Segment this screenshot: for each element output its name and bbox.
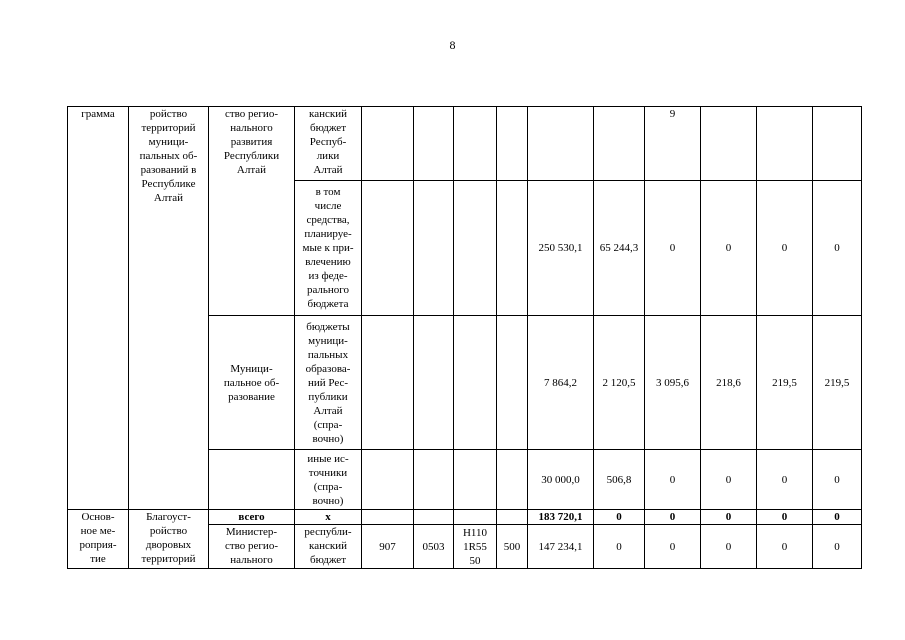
text-line: 1R55 bbox=[463, 540, 487, 553]
page-number: 8 bbox=[449, 38, 456, 52]
event-name-cell bbox=[129, 510, 209, 569]
text-line: нального bbox=[230, 554, 273, 566]
text-line: ное ме- bbox=[80, 525, 116, 537]
value-cell: 0 bbox=[757, 450, 813, 510]
value-cell: 0 bbox=[645, 450, 701, 510]
executor-cell: всего bbox=[209, 510, 295, 525]
text-line: в том bbox=[315, 186, 341, 198]
text-line: из феде- bbox=[308, 270, 348, 282]
text-line: мые к при- bbox=[302, 242, 354, 254]
value-cell: 0 bbox=[701, 525, 757, 569]
text-line: республи- bbox=[304, 526, 352, 538]
text-line: ство регио- bbox=[224, 540, 278, 552]
value-cell: 183 720,1 bbox=[528, 510, 594, 525]
text-line: лики bbox=[316, 150, 340, 162]
program-cell: грамма bbox=[68, 107, 129, 510]
cell-text bbox=[210, 107, 293, 177]
grbs-cell bbox=[362, 450, 414, 510]
text-line: 50 bbox=[469, 554, 481, 567]
text-line: Министер- bbox=[225, 526, 278, 538]
executor-cell bbox=[209, 107, 295, 316]
value-cell: 0 bbox=[594, 510, 645, 525]
value-cell: 0 bbox=[701, 181, 757, 316]
event-type-cell bbox=[68, 510, 129, 569]
vr-cell bbox=[497, 510, 528, 525]
text-line: (спра- bbox=[313, 480, 343, 493]
rzpr-cell bbox=[414, 316, 454, 450]
vr-cell bbox=[497, 181, 528, 316]
text-line: Республике bbox=[141, 178, 196, 190]
rzpr-cell bbox=[414, 107, 454, 181]
value-cell: 0 bbox=[701, 450, 757, 510]
value-cell: 30 000,0 bbox=[528, 450, 594, 510]
source-cell: х bbox=[295, 510, 362, 525]
value-cell bbox=[757, 107, 813, 181]
source-cell bbox=[295, 107, 362, 181]
text-line: дворовых bbox=[145, 539, 192, 551]
text-line: бюджеты bbox=[306, 320, 350, 333]
text-line: канский bbox=[309, 540, 347, 552]
text-line: Основ- bbox=[81, 511, 115, 523]
cell-text bbox=[296, 452, 360, 508]
value-cell: 0 bbox=[757, 181, 813, 316]
cell-text bbox=[210, 362, 293, 404]
source-cell bbox=[295, 525, 362, 569]
text-line: числе bbox=[314, 200, 342, 212]
csr-cell bbox=[454, 525, 497, 569]
text-line: Алтай bbox=[313, 164, 343, 176]
value-cell: 0 bbox=[645, 525, 701, 569]
grbs-cell bbox=[362, 107, 414, 181]
cell-text bbox=[296, 107, 360, 177]
vr-cell: 500 bbox=[497, 525, 528, 569]
text-line: средства, bbox=[306, 214, 350, 226]
text-line: Алтай bbox=[153, 192, 184, 204]
value-cell: 0 bbox=[813, 525, 862, 569]
value-cell: 2 120,5 bbox=[594, 316, 645, 450]
value-cell: 0 bbox=[813, 510, 862, 525]
value-cell: 219,5 bbox=[813, 316, 862, 450]
text-line: канский bbox=[309, 108, 347, 120]
value-cell: 0 bbox=[645, 181, 701, 316]
value-cell: 7 864,2 bbox=[528, 316, 594, 450]
text-line: вочно) bbox=[312, 432, 344, 445]
value-cell bbox=[813, 107, 862, 181]
grbs-cell bbox=[362, 316, 414, 450]
vr-cell bbox=[497, 316, 528, 450]
rzpr-cell: 0503 bbox=[414, 525, 454, 569]
text-line: ство регио- bbox=[224, 108, 278, 120]
text-line: Респуб- bbox=[309, 136, 347, 148]
text-line: Муници- bbox=[230, 362, 273, 375]
value-cell: 506,8 bbox=[594, 450, 645, 510]
vr-cell bbox=[497, 450, 528, 510]
name-cell bbox=[129, 107, 209, 510]
grbs-cell bbox=[362, 510, 414, 525]
text-line: разований в bbox=[140, 164, 197, 176]
value-cell: 65 244,3 bbox=[594, 181, 645, 316]
value-cell: 3 095,6 bbox=[645, 316, 701, 450]
value-cell: 250 530,1 bbox=[528, 181, 594, 316]
text-line: муници- bbox=[308, 334, 348, 347]
csr-cell bbox=[454, 316, 497, 450]
value-cell: 0 bbox=[813, 450, 862, 510]
source-cell bbox=[295, 450, 362, 510]
csr-cell bbox=[454, 450, 497, 510]
cell-text bbox=[296, 320, 360, 446]
cell-text bbox=[296, 525, 360, 567]
text-line: пальное об- bbox=[223, 376, 280, 389]
cell-text bbox=[69, 510, 127, 566]
executor-cell bbox=[209, 316, 295, 450]
text-line: роприя- bbox=[79, 539, 117, 551]
text-line: бюджета bbox=[307, 298, 349, 310]
value-cell: 147 234,1 bbox=[528, 525, 594, 569]
text-line: территорий bbox=[141, 122, 196, 134]
text-line: иные ис- bbox=[307, 452, 349, 465]
text-line: Алтай bbox=[313, 404, 343, 417]
csr-cell bbox=[454, 181, 497, 316]
value-cell: 0 bbox=[594, 525, 645, 569]
table-row bbox=[68, 510, 862, 525]
text-line: бюджет bbox=[310, 554, 346, 566]
text-line: рального bbox=[306, 284, 350, 296]
grbs-cell bbox=[362, 181, 414, 316]
rzpr-cell bbox=[414, 450, 454, 510]
csr-cell bbox=[454, 510, 497, 525]
text-line: нального bbox=[230, 122, 273, 134]
executor-cell bbox=[209, 525, 295, 569]
csr-cell bbox=[454, 107, 497, 181]
rzpr-cell bbox=[414, 181, 454, 316]
value-cell bbox=[528, 107, 594, 181]
cell-text bbox=[455, 526, 495, 568]
text-line: тие bbox=[90, 553, 106, 565]
text-line: Республики bbox=[223, 150, 280, 162]
text-line: Алтай bbox=[236, 164, 267, 176]
text-line: точники bbox=[308, 466, 348, 479]
value-cell: 0 bbox=[757, 510, 813, 525]
cell-text bbox=[296, 185, 360, 311]
text-line: публики bbox=[308, 390, 348, 403]
value-cell bbox=[701, 107, 757, 181]
source-cell bbox=[295, 316, 362, 450]
text-line: пальных об- bbox=[139, 150, 198, 162]
vr-cell bbox=[497, 107, 528, 181]
value-cell: 9 bbox=[645, 107, 701, 181]
value-cell bbox=[594, 107, 645, 181]
text-line: разование bbox=[228, 390, 275, 403]
text-line: бюджет bbox=[310, 122, 346, 134]
source-cell bbox=[295, 181, 362, 316]
cell-text bbox=[130, 107, 207, 205]
text-line: развития bbox=[230, 136, 273, 148]
text-line: влечению bbox=[305, 256, 351, 268]
executor-cell bbox=[209, 450, 295, 510]
table-row bbox=[68, 107, 862, 181]
text-line: ройство bbox=[149, 525, 188, 537]
value-cell: 218,6 bbox=[701, 316, 757, 450]
text-line: муници- bbox=[148, 136, 189, 148]
budget-table bbox=[67, 106, 862, 569]
grbs-cell: 907 bbox=[362, 525, 414, 569]
cell-text bbox=[210, 525, 293, 567]
text-line: ройство bbox=[149, 108, 188, 120]
text-line: ний Рес- bbox=[307, 376, 349, 389]
text-line: (спра- bbox=[313, 418, 343, 431]
text-line: вочно) bbox=[312, 494, 344, 507]
cell-text bbox=[130, 510, 207, 566]
value-cell: 219,5 bbox=[757, 316, 813, 450]
text-line: Н110 bbox=[462, 526, 488, 539]
text-line: пальных bbox=[307, 348, 349, 361]
text-line: планируе- bbox=[304, 228, 352, 240]
value-cell: 0 bbox=[701, 510, 757, 525]
text-line: образова- bbox=[305, 362, 351, 375]
text-line: Благоуст- bbox=[146, 511, 191, 523]
value-cell: 0 bbox=[757, 525, 813, 569]
value-cell: 0 bbox=[645, 510, 701, 525]
value-cell: 0 bbox=[813, 181, 862, 316]
rzpr-cell bbox=[414, 510, 454, 525]
text-line: территорий bbox=[141, 553, 196, 565]
